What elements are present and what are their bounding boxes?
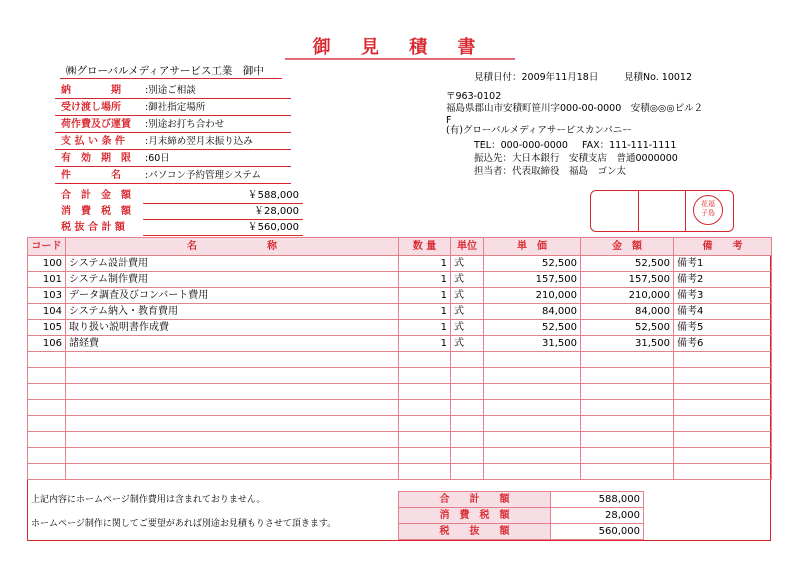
empty-cell bbox=[674, 416, 772, 432]
empty-cell bbox=[581, 352, 674, 368]
empty-cell bbox=[28, 400, 66, 416]
cell-price: 210,000 bbox=[484, 288, 581, 304]
summary-label: 税 抜 合 計 額 bbox=[61, 222, 125, 233]
empty-cell bbox=[581, 432, 674, 448]
term-value: :月末締め翌月末振り込み bbox=[145, 136, 253, 147]
term-value: :パソコン予約管理システム bbox=[145, 170, 262, 181]
empty-cell bbox=[581, 464, 674, 480]
address-line2: F bbox=[446, 115, 452, 126]
term-value: :60日 bbox=[145, 153, 170, 164]
table-row-empty bbox=[28, 448, 772, 464]
cell-name: システム制作費用 bbox=[66, 272, 399, 288]
table-row bbox=[28, 256, 772, 272]
cell-code: 105 bbox=[28, 320, 66, 336]
cell-price: 84,000 bbox=[484, 304, 581, 320]
empty-cell bbox=[399, 432, 451, 448]
empty-cell bbox=[66, 384, 399, 400]
table-row bbox=[28, 320, 772, 336]
stamp-divider bbox=[685, 190, 686, 232]
cell-qty: 1 bbox=[399, 320, 451, 336]
company-name: (有)グローバルメディアサービスカンパニー bbox=[446, 125, 632, 136]
table-row-empty bbox=[28, 368, 772, 384]
header-note: 備 考 bbox=[674, 238, 772, 256]
empty-cell bbox=[484, 464, 581, 480]
header-amount: 金 額 bbox=[581, 238, 674, 256]
empty-cell bbox=[484, 432, 581, 448]
cell-qty: 1 bbox=[399, 336, 451, 352]
summary-value: ￥588,000 bbox=[143, 188, 303, 204]
cell-price: 52,500 bbox=[484, 256, 581, 272]
empty-cell bbox=[451, 368, 484, 384]
empty-cell bbox=[28, 368, 66, 384]
cell-price: 157,500 bbox=[484, 272, 581, 288]
empty-cell bbox=[66, 448, 399, 464]
empty-cell bbox=[28, 416, 66, 432]
table-row-empty bbox=[28, 400, 772, 416]
empty-cell bbox=[674, 464, 772, 480]
cell-note: 備考4 bbox=[674, 304, 772, 320]
empty-cell bbox=[66, 352, 399, 368]
cell-price: 52,500 bbox=[484, 320, 581, 336]
empty-cell bbox=[484, 384, 581, 400]
cell-note: 備考1 bbox=[674, 256, 772, 272]
cell-amount: 157,500 bbox=[581, 272, 674, 288]
tel: TEL：000-000-0000 bbox=[474, 140, 568, 151]
summary-value: ￥28,000 bbox=[143, 204, 303, 220]
term-label: 受け渡し場所 bbox=[61, 102, 121, 113]
empty-cell bbox=[399, 384, 451, 400]
empty-cell bbox=[66, 368, 399, 384]
term-label: 荷作費及び運賃 bbox=[61, 119, 131, 130]
empty-cell bbox=[451, 448, 484, 464]
table-row-empty bbox=[28, 352, 772, 368]
empty-cell bbox=[28, 464, 66, 480]
cell-amount: 52,500 bbox=[581, 320, 674, 336]
empty-cell bbox=[484, 400, 581, 416]
empty-cell bbox=[451, 432, 484, 448]
empty-cell bbox=[399, 464, 451, 480]
document-title: 御 見 積 書 bbox=[312, 37, 488, 58]
table-row bbox=[28, 288, 772, 304]
cell-amount: 31,500 bbox=[581, 336, 674, 352]
empty-cell bbox=[28, 432, 66, 448]
empty-cell bbox=[484, 448, 581, 464]
cell-qty: 1 bbox=[399, 304, 451, 320]
summary-row bbox=[55, 220, 305, 235]
fax: FAX：111-111-1111 bbox=[582, 140, 677, 151]
table-row-empty bbox=[28, 432, 772, 448]
cell-code: 106 bbox=[28, 336, 66, 352]
header-unit: 単位 bbox=[451, 238, 484, 256]
empty-cell bbox=[28, 384, 66, 400]
term-value: :御社指定場所 bbox=[145, 102, 206, 113]
footer-note-1: 上記内容にホームページ制作費用は含まれておりません。 bbox=[31, 495, 266, 505]
empty-cell bbox=[451, 400, 484, 416]
term-label: 支 払 い 条 件 bbox=[61, 136, 125, 147]
total-value: 560,000 bbox=[551, 524, 644, 540]
term-row bbox=[55, 167, 291, 184]
empty-cell bbox=[451, 416, 484, 432]
table-row bbox=[28, 336, 772, 352]
empty-cell bbox=[674, 368, 772, 384]
total-row bbox=[399, 524, 644, 540]
header-code: コード bbox=[28, 238, 66, 256]
empty-cell bbox=[674, 400, 772, 416]
summary-value: ￥560,000 bbox=[143, 220, 303, 236]
term-row bbox=[55, 116, 291, 133]
empty-cell bbox=[581, 368, 674, 384]
empty-cell bbox=[581, 448, 674, 464]
empty-cell bbox=[484, 416, 581, 432]
empty-cell bbox=[66, 400, 399, 416]
table-row-empty bbox=[28, 464, 772, 480]
empty-cell bbox=[399, 368, 451, 384]
footer-note-2: ホームページ制作に関してご要望があれば別途お見積もりさせて頂きます。 bbox=[31, 519, 337, 529]
summary-row bbox=[55, 188, 305, 203]
contact-person: 担当者：代表取締役 福島 ゴン太 bbox=[474, 166, 627, 177]
cell-amount: 210,000 bbox=[581, 288, 674, 304]
summary-label: 消 費 税 額 bbox=[61, 206, 131, 217]
empty-cell bbox=[674, 384, 772, 400]
empty-cell bbox=[451, 384, 484, 400]
quote-number: 見積No. 10012 bbox=[624, 72, 693, 83]
total-row bbox=[399, 508, 644, 524]
empty-cell bbox=[581, 384, 674, 400]
table-row bbox=[28, 304, 772, 320]
total-label: 合 計 額 bbox=[399, 492, 551, 508]
cell-note: 備考6 bbox=[674, 336, 772, 352]
empty-cell bbox=[451, 352, 484, 368]
empty-cell bbox=[399, 352, 451, 368]
seal-stamp: 花福 子島 bbox=[693, 195, 723, 225]
table-row-empty bbox=[28, 384, 772, 400]
term-value: :別途お打ち合わせ bbox=[145, 119, 225, 130]
cell-unit: 式 bbox=[451, 320, 484, 336]
empty-cell bbox=[451, 464, 484, 480]
empty-cell bbox=[66, 416, 399, 432]
title-underline bbox=[285, 58, 515, 60]
cell-unit: 式 bbox=[451, 288, 484, 304]
postal-code: 〒963-0102 bbox=[446, 91, 502, 102]
items-table bbox=[27, 237, 772, 480]
empty-cell bbox=[484, 352, 581, 368]
total-row bbox=[399, 492, 644, 508]
cell-name: データ調査及びコンバート費用 bbox=[66, 288, 399, 304]
cell-note: 備考5 bbox=[674, 320, 772, 336]
empty-cell bbox=[674, 352, 772, 368]
summary-label: 合 計 金 額 bbox=[61, 190, 131, 201]
header-price: 単 価 bbox=[484, 238, 581, 256]
total-value: 588,000 bbox=[551, 492, 644, 508]
cell-unit: 式 bbox=[451, 256, 484, 272]
table-header-row bbox=[28, 238, 772, 256]
cell-code: 103 bbox=[28, 288, 66, 304]
table-row-empty bbox=[28, 416, 772, 432]
cell-name: システム設計費用 bbox=[66, 256, 399, 272]
term-row bbox=[55, 150, 291, 167]
term-label: 件 名 bbox=[61, 170, 121, 181]
empty-cell bbox=[399, 448, 451, 464]
cell-name: システム納入・教育費用 bbox=[66, 304, 399, 320]
cell-unit: 式 bbox=[451, 336, 484, 352]
quote-date: 見積日付：2009年11月18日 bbox=[474, 72, 599, 83]
header-name: 名 称 bbox=[66, 238, 399, 256]
cell-amount: 52,500 bbox=[581, 256, 674, 272]
header-qty: 数 量 bbox=[399, 238, 451, 256]
total-value: 28,000 bbox=[551, 508, 644, 524]
empty-cell bbox=[581, 416, 674, 432]
empty-cell bbox=[66, 432, 399, 448]
cell-code: 104 bbox=[28, 304, 66, 320]
empty-cell bbox=[28, 352, 66, 368]
cell-unit: 式 bbox=[451, 304, 484, 320]
cell-code: 100 bbox=[28, 256, 66, 272]
cell-qty: 1 bbox=[399, 272, 451, 288]
cell-unit: 式 bbox=[451, 272, 484, 288]
empty-cell bbox=[28, 448, 66, 464]
summary-row bbox=[55, 204, 305, 219]
term-label: 有 効 期 限 bbox=[61, 153, 131, 164]
empty-cell bbox=[581, 400, 674, 416]
customer-name: ㈱グローバルメディアサービス工業 御中 bbox=[60, 64, 282, 79]
cell-price: 31,500 bbox=[484, 336, 581, 352]
cell-note: 備考2 bbox=[674, 272, 772, 288]
stamp-divider bbox=[638, 190, 639, 232]
total-label: 税 抜 額 bbox=[399, 524, 551, 540]
bank-info: 振込先：大日本銀行 安積支店 普通0000000 bbox=[474, 153, 678, 164]
cell-code: 101 bbox=[28, 272, 66, 288]
cell-note: 備考3 bbox=[674, 288, 772, 304]
term-value: :別途ご相談 bbox=[145, 85, 196, 96]
empty-cell bbox=[399, 400, 451, 416]
term-row bbox=[55, 99, 291, 116]
cell-qty: 1 bbox=[399, 256, 451, 272]
empty-cell bbox=[674, 448, 772, 464]
cell-amount: 84,000 bbox=[581, 304, 674, 320]
total-label: 消 費 税 額 bbox=[399, 508, 551, 524]
empty-cell bbox=[66, 464, 399, 480]
cell-name: 取り扱い説明書作成費 bbox=[66, 320, 399, 336]
cell-name: 諸経費 bbox=[66, 336, 399, 352]
cell-qty: 1 bbox=[399, 288, 451, 304]
term-row bbox=[55, 133, 291, 150]
empty-cell bbox=[484, 368, 581, 384]
table-row bbox=[28, 272, 772, 288]
empty-cell bbox=[399, 416, 451, 432]
totals-table bbox=[398, 491, 644, 540]
empty-cell bbox=[674, 432, 772, 448]
address: 福島県郡山市安積町笹川字000-00-0000 安積◎◎◎ビル２ bbox=[446, 103, 704, 114]
term-row bbox=[55, 82, 291, 99]
term-label: 納 期 bbox=[61, 85, 121, 96]
